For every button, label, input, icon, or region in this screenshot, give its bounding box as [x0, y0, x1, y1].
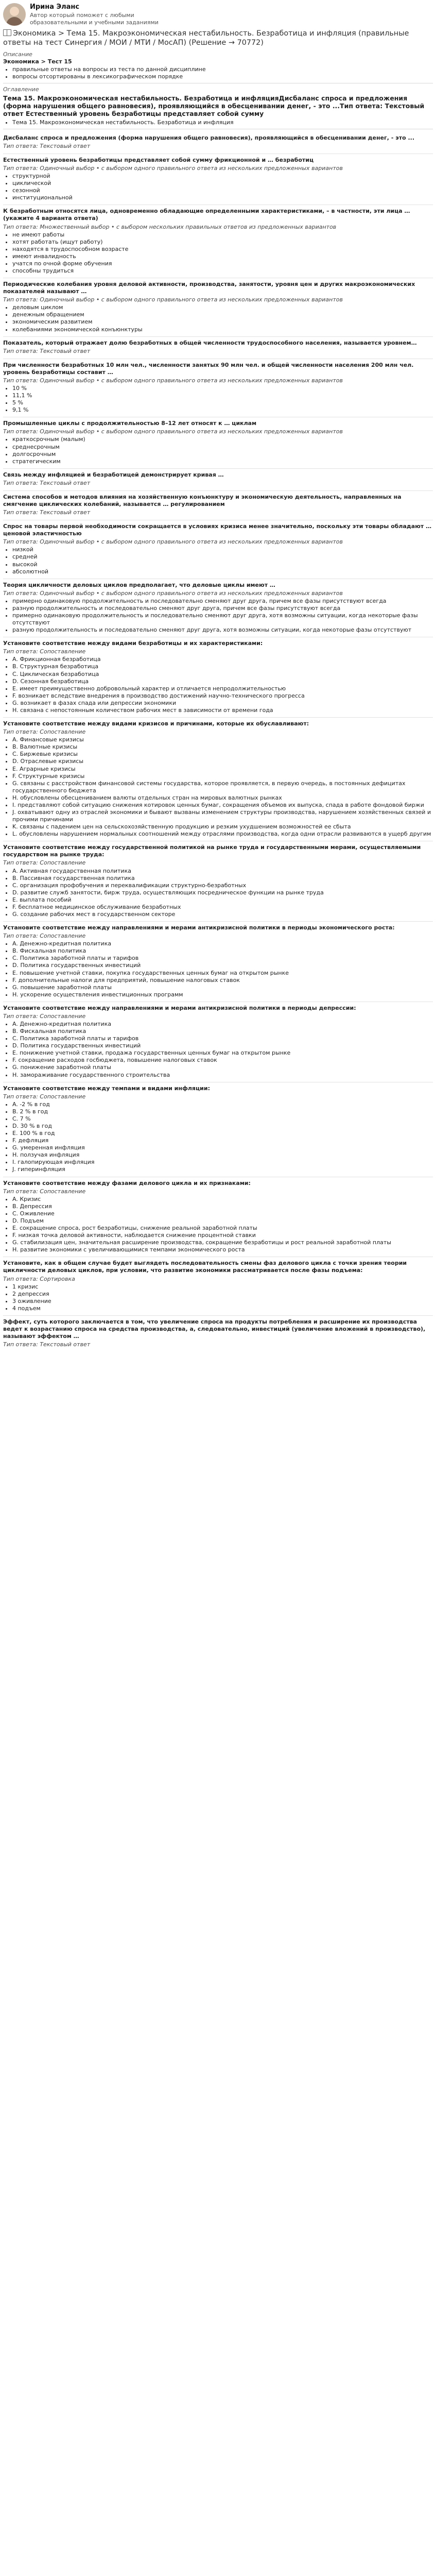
option-item: • C. 7 %	[12, 1115, 433, 1123]
option-item: • F. Структурные кризисы	[12, 773, 433, 780]
option-item: • C. Политика заработной платы и тарифов	[12, 1035, 433, 1042]
toc-list	[3, 119, 433, 126]
option-list	[3, 736, 433, 838]
author-name[interactable]: Ирина Эланс	[30, 3, 80, 11]
option-item: • примерно одинаковую продолжительность и последовательно сменяют друг друга, хотя возможны ситуации, когда некоторые фазы отсутствуют	[12, 612, 433, 626]
option-item: • краткосрочным (малым)	[12, 436, 433, 443]
option-list	[3, 173, 433, 201]
answer-type: Тип ответа: Одиночный выбор • с выбором одного правильного ответа из нескольких предложенных вариантов	[3, 164, 343, 172]
option-item: • A. Денежно-кредитная политика	[12, 940, 433, 947]
option-list	[3, 1283, 433, 1312]
question-title: Установите соответствие между направлениями и мерами антикризисной политики в периоды депрессии:	[3, 1004, 356, 1011]
answer-type: Тип ответа: Одиночный выбор • с выбором одного правильного ответа из нескольких предложенных вариантов	[3, 589, 343, 597]
question-title: Показатель, который отражает долю безработных в общей численности трудоспособного населения, называется уровнем…	[3, 339, 417, 346]
question-title: Система способов и методов влияния на хозяйственную конъюнктуру и экономическую деятельность, направленных на смягчение циклических колебаний, называется … регулированием	[3, 493, 402, 507]
question-block	[3, 1002, 433, 1082]
option-item: • E. имеет преимущественно добровольный характер и отличается непродолжительностью	[12, 685, 433, 692]
option-item: • находятся в трудоспособном возрасте	[12, 246, 433, 253]
toc-section	[3, 86, 433, 126]
answer-type: Тип ответа: Сопоставление	[3, 859, 86, 867]
option-item: • D. развитие служб занятости, бирж труда, осуществляющих посредническое функции на рынке труда	[12, 889, 433, 896]
option-item: • хотят работать (ищут работу)	[12, 239, 433, 246]
option-item: • институциональной	[12, 194, 433, 201]
option-item: • L. обусловлены нарушением нормальных соотношений между отраслями производства, когда одни отрасли развиваются в ущерб другим	[12, 831, 433, 838]
option-item: • разную продолжительность и последовательно сменяют друг друга, причем все фазы присутствуют всегда	[12, 605, 433, 612]
option-item: • G. умеренная инфляция	[12, 1144, 433, 1151]
option-item: • H. развитие экономики с увеличивающимися темпами экономического роста	[12, 1246, 433, 1253]
option-item: • A. Фрикционная безработица	[12, 656, 433, 663]
option-list	[3, 656, 433, 714]
option-item: • G. повышение заработной платы	[12, 984, 433, 991]
question-block	[3, 359, 433, 418]
option-item: • имеют инвалидность	[12, 253, 433, 260]
option-item: • C. Циклическая безработица	[12, 671, 433, 678]
option-item: • B. Валютные кризисы	[12, 743, 433, 751]
question-block	[3, 132, 433, 154]
option-item: • экономическим развитием	[12, 318, 433, 326]
question-title: Промышленные циклы с продолжительностью 8–12 лет относят к … циклам	[3, 420, 257, 427]
option-list	[3, 385, 433, 414]
option-list	[3, 940, 433, 998]
answer-type: Тип ответа: Сопоставление	[3, 1093, 86, 1100]
option-list	[3, 1021, 433, 1079]
option-item: • B. Депрессия	[12, 1203, 433, 1210]
option-item: • 2 депрессия	[12, 1291, 433, 1298]
question-block	[3, 491, 433, 520]
option-item: • D. Отраслевые кризисы	[12, 758, 433, 765]
option-list	[3, 868, 433, 919]
answer-type: Тип ответа: Одиночный выбор • с выбором одного правильного ответа из нескольких предложенных вариантов	[3, 377, 343, 384]
answer-type: Тип ответа: Сопоставление	[3, 1188, 86, 1195]
avatar[interactable]	[3, 3, 26, 26]
answer-type: Тип ответа: Сопоставление	[3, 1012, 86, 1020]
option-item: • H. замораживание государственного строительства	[12, 1072, 433, 1079]
option-item: • H. ускорение осуществления инвестиционных программ	[12, 991, 433, 998]
question-block	[3, 205, 433, 278]
answer-type: Тип ответа: Текстовый ответ	[3, 479, 91, 486]
question-title: К безработным относятся лица, одновременно обладающие определенными характеристиками, – в частности, эти лица … (укажите 4 варианта ответа)	[3, 208, 410, 222]
option-item: • средней	[12, 553, 433, 561]
option-item: • деловым циклом	[12, 304, 433, 311]
question-block	[3, 337, 433, 359]
option-item: • абсолютной	[12, 568, 433, 575]
question-block	[3, 579, 433, 638]
option-item: • E. Аграрные кризисы	[12, 766, 433, 773]
option-item: • F. сокращение расходов госбюджета, повышение налоговых ставок	[12, 1057, 433, 1064]
answer-type: Тип ответа: Текстовый ответ	[3, 1341, 91, 1348]
option-item: • денежным обращением	[12, 311, 433, 318]
question-title: Установите, как в общем случае будет выглядеть последовательность смены фаз делового цикла с точки зрения теории цикличности деловых циклов, при условии, что развитие экономики рассматривается после фазы подъема:	[3, 1260, 407, 1274]
option-item: • циклической	[12, 180, 433, 187]
option-item: • E. 100 % в год	[12, 1130, 433, 1137]
option-item: • 11,1 %	[12, 392, 433, 399]
page-title-text: Экономика > Тема 15. Макроэкономическая нестабильность. Безработица и инфляция (правильные ответы на тест Синергия / МОИ / МТИ / МосАП) (Решение → 70772)	[3, 29, 409, 47]
description-item: • вопросы отсортированы в лексикографическом порядке	[12, 73, 433, 80]
author-description: Автор который поможет с любыми образовательными и учебными заданиями	[30, 11, 159, 26]
option-item: • G. понижение заработной платы	[12, 1064, 433, 1071]
option-item: • A. Финансовые кризисы	[12, 736, 433, 743]
option-item: • сезонной	[12, 187, 433, 194]
question-title: Связь между инфляцией и безработицей демонстрирует кривая …	[3, 471, 224, 478]
question-block	[3, 520, 433, 579]
option-list	[3, 1101, 433, 1174]
option-item: • F. дефляция	[12, 1137, 433, 1144]
option-item: • низкой	[12, 546, 433, 553]
question-block	[3, 1257, 433, 1316]
question-title: Естественный уровень безработицы представляет собой сумму фрикционной и … безработиц	[3, 156, 314, 163]
option-item: • H. обусловлены обесцениванием валюты отдельных стран на мировых валютных рынках	[12, 794, 433, 802]
option-item: • стратегическим	[12, 458, 433, 465]
option-item: • среднесрочным	[12, 444, 433, 451]
option-item: • C. Оживление	[12, 1210, 433, 1217]
option-item: • I. представляют собой ситуацию снижения котировок ценных бумаг, сокращения объемов их выпуска, спада в работе фондовой биржи	[12, 802, 433, 809]
option-list	[3, 231, 433, 275]
option-item: • J. охватывают одну из отраслей экономики и бывают вызваны изменением структуры производства, нарушением хозяйственных связей и прочими причинами	[12, 809, 433, 823]
description-crumb: Экономика > Тест 15	[3, 58, 72, 65]
option-item: • не имеют работы	[12, 231, 433, 239]
question-title: Дисбаланс спроса и предложения (форма нарушения общего равновесия), проявляющийся в обесценивании денег, - это ...	[3, 134, 415, 141]
question-title: Установите соответствие между видами кризисов и причинами, которые их обуславливают:	[3, 720, 309, 727]
option-list	[3, 304, 433, 333]
toc-item[interactable]: • Тема 15. Макроэкономическая нестабильность. Безработица и инфляция	[12, 119, 433, 126]
option-item: • E. понижение учетной ставки, продажа государственных ценных бумаг на открытом рынке	[12, 1049, 433, 1057]
answer-type: Тип ответа: Текстовый ответ	[3, 509, 91, 516]
option-item: • G. возникает в фазах спада или депрессии экономики	[12, 700, 433, 707]
answer-type: Тип ответа: Множественный выбор • с выбором нескольких правильных ответов из предложенных вариантов	[3, 223, 337, 230]
question-title: Установите соответствие между видами безработицы и их характеристиками:	[3, 640, 263, 647]
option-item: • J. гиперинфляция	[12, 1166, 433, 1173]
question-block	[3, 1082, 433, 1177]
question-title: Периодические колебания уровня деловой активности, производства, занятости, уровня цен и других макроэкономических показателей называют …	[3, 281, 415, 295]
question-title: Установите соответствие между фазами делового цикла и их признаками:	[3, 1179, 251, 1187]
question-block	[3, 1177, 433, 1258]
option-item: • G. стабилизация цен, значительная расширение производства, сокращение безработицы и рост реальной заработной платы	[12, 1239, 433, 1246]
question-block	[3, 922, 433, 1002]
option-list	[3, 598, 433, 634]
option-list	[3, 436, 433, 465]
option-item: • B. Структурная безработица	[12, 663, 433, 670]
option-item: • B. Фискальная политика	[12, 1028, 433, 1035]
option-item: • разную продолжительность и последовательно сменяют друг друга, хотя возможны ситуации, когда некоторые фазы отсутствуют	[12, 626, 433, 634]
question-title: Теория цикличности деловых циклов предполагает, что деловые циклы имеют …	[3, 581, 275, 588]
question-block	[3, 154, 433, 205]
question-title: Спрос на товары первой необходимости сокращается в условиях кризиса менее значительно, поскольку эти товары обладают … ценовой эластичностью	[3, 523, 432, 537]
option-item: • B. Фискальная политика	[12, 947, 433, 955]
option-item: • C. Биржевые кризисы	[12, 751, 433, 758]
question-title: Установите соответствие между темпами и видами инфляции:	[3, 1084, 210, 1092]
option-item: • высокой	[12, 561, 433, 568]
question-block	[3, 417, 433, 468]
option-item: • F. бесплатное медицинское обслуживание безработных	[12, 904, 433, 911]
option-item: • 4 подъем	[12, 1305, 433, 1312]
option-item: • примерно одинаковую продолжительность и последовательно сменяют друг друга, причем все фазы присутствуют всегда	[12, 598, 433, 605]
page-title	[3, 29, 433, 48]
description-label: Описание	[3, 50, 32, 58]
option-item: • D. Политика государственных инвестиций	[12, 1042, 433, 1049]
option-item: • долгосрочным	[12, 451, 433, 458]
question-block	[3, 469, 433, 491]
toc-heading: Тема 15. Макроэкономическая нестабильность. Безработица и инфляцияДисбаланс спроса и предложения (форма нарушения общего равновесия), проявляющийся в обесценивании денег, - это ...Тип ответа: Текстовый ответ Естественный уровень безработицы представляет собой сумму	[3, 94, 425, 118]
question-block	[3, 1316, 433, 1352]
option-item: • D. Подъем	[12, 1217, 433, 1225]
description-list	[3, 66, 433, 80]
option-item: • H. ползучая инфляция	[12, 1151, 433, 1159]
option-item: • F. низкая точка деловой активности, наблюдается снижение процентной ставки	[12, 1232, 433, 1239]
answer-type: Тип ответа: Текстовый ответ	[3, 347, 91, 354]
option-item: • 10 %	[12, 385, 433, 392]
option-item: • H. связана с непостоянным количеством рабочих мест в зависимости от времени года	[12, 707, 433, 714]
option-item: • C. Политика заработной платы и тарифов	[12, 955, 433, 962]
description-section	[3, 51, 433, 80]
option-item: • A. Активная государственная политика	[12, 868, 433, 875]
question-block	[3, 841, 433, 922]
answer-type: Тип ответа: Одиночный выбор • с выбором одного правильного ответа из нескольких предложенных вариантов	[3, 428, 343, 435]
book-icon	[3, 29, 11, 36]
option-item: • B. Пассивная государственная политика	[12, 875, 433, 882]
option-item: • A. -2 % в год	[12, 1101, 433, 1108]
answer-type: Тип ответа: Текстовый ответ	[3, 142, 91, 149]
option-item: • колебаниями экономической конъюнктуры	[12, 326, 433, 333]
answer-type: Тип ответа: Сопоставление	[3, 933, 86, 940]
author-info	[30, 3, 164, 26]
option-list	[3, 1196, 433, 1254]
option-item: • E. повышение учетной ставки, покупка государственных ценных бумаг на открытом рынке	[12, 970, 433, 977]
option-item: • A. Денежно-кредитная политика	[12, 1021, 433, 1028]
question-title: При численности безработных 10 млн чел., численности занятых 90 млн чел. и общей численности населения 200 млн чел. уровень безработицы составит …	[3, 361, 414, 376]
question-title: Эффект, суть которого заключается в том, что увеличение спроса на продукты потребления и расширение их производства ведет к возрастанию спроса на средства производства, а, следовательно, инвестиций (увеличение вложений в производство), называют эффектом …	[3, 1318, 426, 1340]
option-item: • D. Сезонная безработица	[12, 678, 433, 685]
option-item: • 3 оживление	[12, 1298, 433, 1305]
answer-type: Тип ответа: Сопоставление	[3, 728, 86, 736]
option-item: • 1 кризис	[12, 1283, 433, 1291]
toc-label: Оглавление	[3, 86, 39, 93]
option-item: • 9,1 %	[12, 406, 433, 414]
option-item: • структурной	[12, 173, 433, 180]
option-list	[3, 546, 433, 575]
option-item: • E. сокращение спроса, рост безработицы, снижение реальной заработной платы	[12, 1225, 433, 1232]
option-item: • C. организация профобучения и переквалификации структурно-безработных	[12, 882, 433, 889]
question-list	[3, 132, 433, 1352]
question-block	[3, 637, 433, 718]
option-item: • G. связаны с расстройством финансовой системы государства, которое проявляется, в первую очередь, в постоянных дефицитах государственного бюджета	[12, 780, 433, 794]
option-item: • F. возникает вследствие внедрения в производство достижений научно-технического прогресса	[12, 692, 433, 700]
question-block	[3, 278, 433, 337]
question-block	[3, 718, 433, 841]
question-title: Установите соответствие между направлениями и мерами антикризисной политики в периоды экономического роста:	[3, 924, 395, 931]
author-card	[3, 3, 433, 26]
option-item: • 5 %	[12, 399, 433, 406]
answer-type: Тип ответа: Одиночный выбор • с выбором одного правильного ответа из нескольких предложенных вариантов	[3, 538, 343, 546]
answer-type: Тип ответа: Одиночный выбор • с выбором одного правильного ответа из нескольких предложенных вариантов	[3, 296, 343, 303]
option-item: • K. связаны с падением цен на сельскохозяйственную продукцию и резким ухудшением возможностей ее сбыта	[12, 823, 433, 831]
answer-type: Тип ответа: Сопоставление	[3, 648, 86, 655]
option-item: • F. дополнительные налоги для предприятий, повышение налоговых ставок	[12, 977, 433, 984]
option-item: • учатся по очной форме обучения	[12, 260, 433, 267]
option-item: • A. Кризис	[12, 1196, 433, 1203]
answer-type: Тип ответа: Сортировка	[3, 1275, 75, 1282]
description-item: • правильные ответы на вопросы из теста по данной дисциплине	[12, 66, 433, 73]
option-item: • D. 30 % в год	[12, 1123, 433, 1130]
question-title: Установите соответствие между государственной политикой на рынке труда и государственными мерами, осуществляемыми государством на рынке труда:	[3, 844, 421, 858]
option-item: • D. Политика государственных инвестиций	[12, 962, 433, 969]
option-item: • B. 2 % в год	[12, 1108, 433, 1115]
option-item: • способны трудиться	[12, 267, 433, 275]
option-item: • G. создание рабочих мест в государственном секторе	[12, 911, 433, 918]
option-item: • I. галопирующая инфляция	[12, 1159, 433, 1166]
option-item: • E. выплата пособий	[12, 896, 433, 904]
